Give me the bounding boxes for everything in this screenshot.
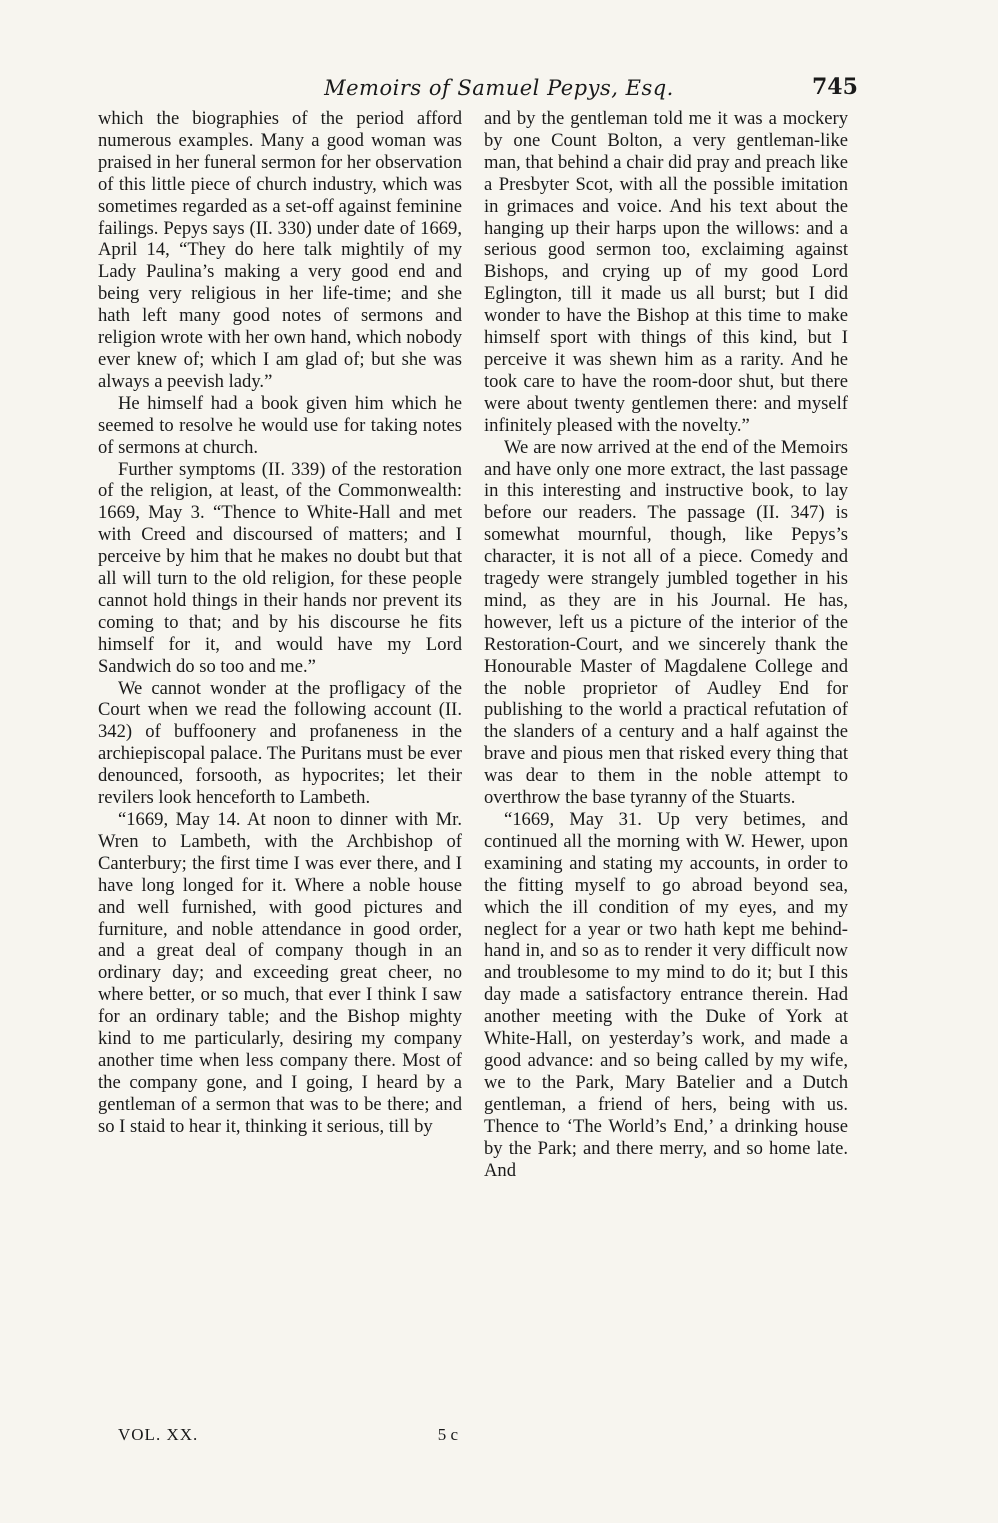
paragraph: which the biographies of the period afford numerous examples. Many a good woman was praised in her funeral sermon for her observation of this little piece of church industry, which was sometimes regarded as a set-off against feminine failings. Pepys says (II. 330) under date of 1669, April 14, “They do here talk mightily of my Lady Paulina’s making a very good end and being very religious in her life-time; and she hath left many good notes of sermons and religion wrote with her own hand, which nobody ever knew of; which I am glad of; but she was always a peevish lady.”: [98, 108, 462, 392]
right-column: [484, 108, 848, 1181]
paragraph: and by the gentleman told me it was a mockery by one Count Bolton, a very gentleman-like man, that behind a chair did pray and preach like a Presbyter Scot, with all the possible imitation in grimaces and voice. And his text about the hanging up their harps upon the willows: and a serious good sermon too, exclaiming against Bishops, and crying up of my good Lord Eglington, till it made us all burst; but I did wonder to have the Bishop at this time to make himself sport with things of this kind, but I perceive it was shewn him as a rarity. And he took care to have the room-door shut, but there were about twenty gentlemen there: and myself infinitely pleased with the novelty.”: [484, 108, 848, 436]
paragraph: We cannot wonder at the profligacy of the Court when we read the following account (II. 342) of buffoonery and profaneness in the archiepiscopal palace. The Puritans must be ever denounced, forsooth, as hypocrites; let their revilers look henceforth to Lambeth.: [98, 677, 462, 809]
paragraph: “1669, May 14. At noon to dinner with Mr. Wren to Lambeth, with the Archbishop of Canterbury; the first time I was ever there, and I have long longed for it. Where a noble house and well furnished, with good pictures and furniture, and noble attendance in good order, and a great deal of company though in an ordinary day; and exceeding great cheer, no where better, or so much, that ever I think I saw for an ordinary table; and the Bishop mighty kind to me particularly, desiring my company another time when less company there. Most of the company gone, and I going, I heard by a gentleman of a sermon that was to be there; and so I staid to hear it, thinking it serious, till by: [98, 809, 462, 1137]
running-title: Memoirs of Samuel Pepys, Esq.: [324, 76, 674, 100]
paragraph: “1669, May 31. Up very betimes, and continued all the morning with W. Hewer, upon examining and stating my accounts, in order to the fitting myself to go abroad beyond sea, which the ill condition of my eyes, and my neglect for a year or two hath kept me behind-hand in, and so as to render it very difficult now and troublesome to my mind to do it; but I this day made a satisfactory entrance therein. Had another meeting with the Duke of York at White-Hall, on yesterday’s work, and made a good advance: and so being called by my wife, we to the Park, Mary Batelier and a Dutch gentleman, a friend of hers, being with us. Thence to ‘The World’s End,’ a drinking house by the Park; and there merry, and so home late. And: [484, 809, 848, 1181]
paragraph: He himself had a book given him which he seemed to resolve he would use for taking notes of sermons at church.: [98, 392, 462, 458]
page-number: 745: [812, 74, 858, 100]
paragraph: We are now arrived at the end of the Memoirs and have only one more extract, the last passage in this interesting and instructive book, to lay before our readers. The passage (II. 347) is somewhat mournful, though, like Pepys’s character, it is not all of a piece. Comedy and tragedy were strangely jumbled together in his mind, as they are in his Journal. He has, however, left us a picture of the interior of the Restoration-Court, and we sincerely thank the Honourable Master of Magdalene College and the noble proprietor of Audley End for publishing to the world a practical refutation of the slanders of a century and a half against the brave and pious men that risked every thing that was dear to them in the noble attempt to overthrow the base tyranny of the Stuarts.: [484, 436, 848, 809]
paragraph: Further symptoms (II. 339) of the restoration of the religion, at least, of the Commonwealth: 1669, May 3. “Thence to White-Hall and met with Creed and discoursed of matters; and I perceive by him that he makes no doubt but that all will turn to the old religion, for these people cannot hold things in their hands nor prevent its coming to that; and by his discourse he fits himself for it, and would have my Lord Sandwich do so too and me.”: [98, 458, 462, 677]
left-column: [98, 108, 462, 1138]
volume-label: VOL. XX.: [118, 1425, 199, 1444]
signature-mark: 5 c: [437, 1425, 458, 1444]
